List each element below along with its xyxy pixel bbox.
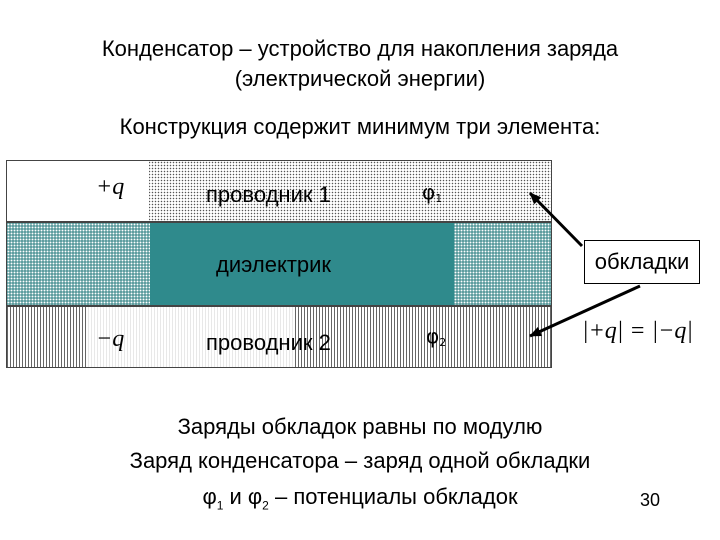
- footer-phi-1: φ: [202, 484, 217, 509]
- phi-2-symbol: φ: [426, 324, 440, 348]
- footer-phi-1-index: 1: [216, 498, 224, 513]
- charge-equality-formula: |+q| = |−q|: [582, 318, 693, 344]
- charge-minus: −q: [96, 326, 125, 352]
- plates-label-box: обкладки: [584, 240, 700, 284]
- title-line-1: Конденсатор – устройство для накопления заряда: [101, 36, 619, 61]
- footer-line-3: [0, 484, 720, 518]
- footer-and: и: [223, 484, 248, 509]
- phi-1-symbol: φ: [422, 180, 436, 204]
- footer-line-1: Заряды обкладок равны по модулю: [177, 414, 543, 439]
- subtitle: Конструкция содержит минимум три элемента:: [119, 114, 601, 139]
- footer-phi-2-index: 2: [262, 498, 269, 513]
- arrow-to-conductor-2: [530, 286, 640, 336]
- footer-rest: – потенциалы обкладок: [268, 484, 518, 509]
- title-line-2: (электрической энергии): [234, 66, 486, 91]
- page-number: 30: [640, 490, 661, 510]
- conductor-1-label: проводник 1: [206, 182, 331, 207]
- charge-plus: +q: [96, 174, 125, 200]
- arrow-to-conductor-1: [530, 193, 582, 246]
- dielectric-label: диэлектрик: [216, 252, 332, 277]
- conductor-2-label: проводник 2: [206, 330, 331, 355]
- footer-phi-2: φ: [247, 484, 263, 509]
- footer-line-2: Заряд конденсатора – заряд одной обкладки: [129, 448, 591, 473]
- phi-2-index: 2: [439, 336, 447, 349]
- phi-1-index: 1: [435, 192, 443, 205]
